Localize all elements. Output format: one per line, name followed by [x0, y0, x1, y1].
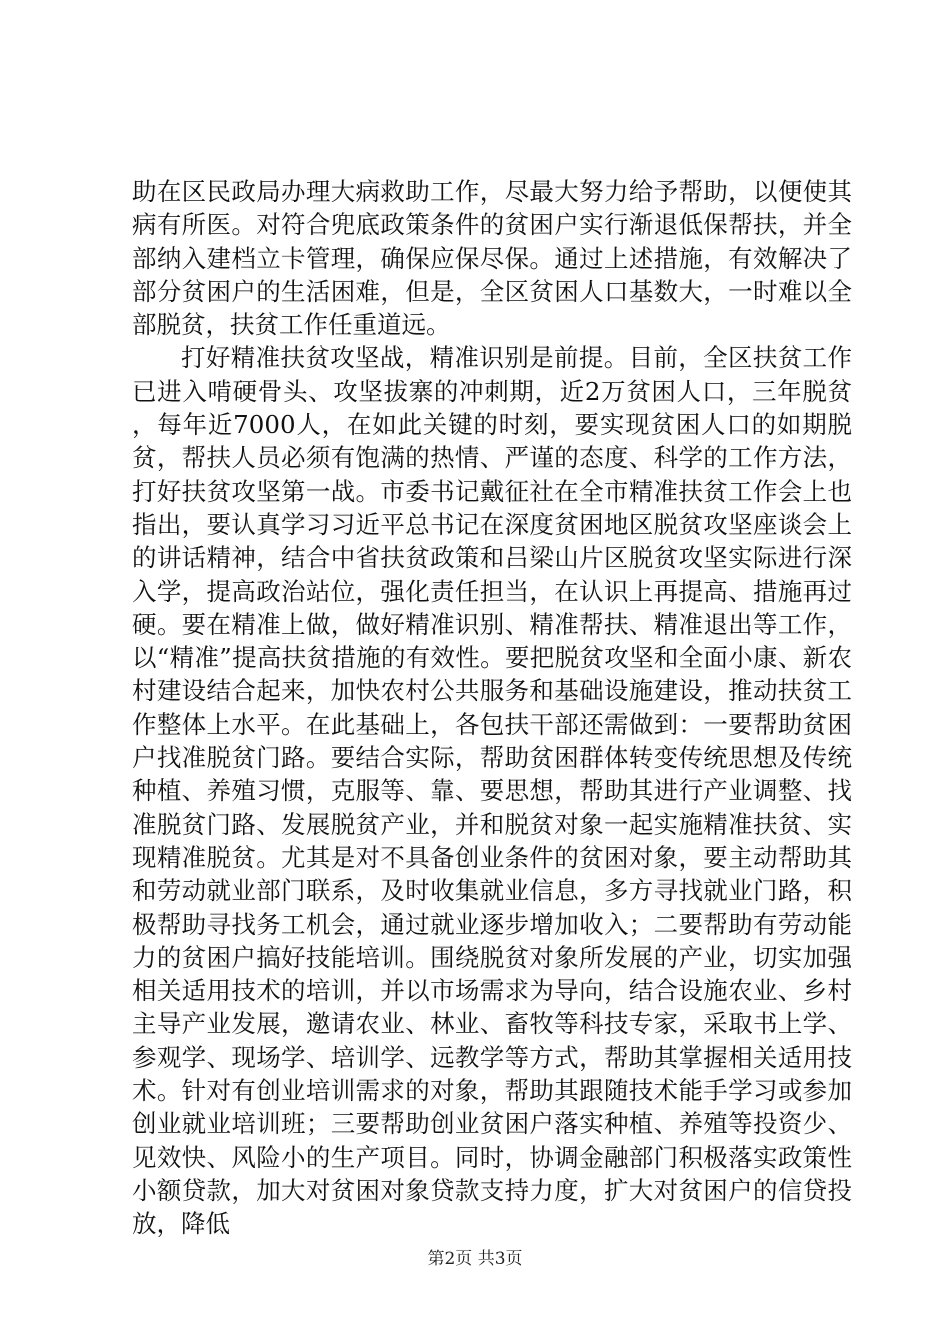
paragraph-1: 助在区民政局办理大病救助工作，尽最大努力给予帮助，以便使其病有所医。对符合兜底政策条件的贫困户实行渐退低保帮扶，并全部纳入建档立卡管理，确保应保尽保。通过上述措施，有效解决了部分贫困户的生活困难，但是，全区贫困人口基数大，一时难以全部脱贫，扶贫工作任重道远。 — [132, 177, 852, 340]
page-footer — [0, 1244, 950, 1269]
paragraph-2: 打好精准扶贫攻坚战，精准识别是前提。目前，全区扶贫工作已进入啃硬骨头、攻坚拔寨的冲刺期，近2万贫困人口，三年脱贫，每年近7000人，在如此关键的时刻，要实现贫困人口的如期脱贫，帮扶人员必须有饱满的热情、严谨的态度、科学的工作方法，打好扶贫攻坚第一战。市委书记戴征社在全市精准扶贫工作会上也指出，要认真学习习近平总书记在深度贫困地区脱贫攻坚座谈会上的讲话精神，结合中省扶贫政策和吕梁山片区脱贫攻坚实际进行深入学，提高政治站位，强化责任担当，在认识上再提高、措施再过硬。要在精准上做，做好精准识别、精准帮扶、精准退出等工作，以“精准”提高扶贫措施的有效性。要把脱贫攻坚和全面小康、新农村建设结合起来，加快农村公共服务和基础设施建设，推动扶贫工作整体上水平。在此基础上，各包扶干部还需做到：一要帮助贫困户找准脱贫门路。要结合实际，帮助贫困群体转变传统思想及传统种植、养殖习惯，克服等、靠、要思想，帮助其进行产业调整、找准脱贫门路、发展脱贫产业，并和脱贫对象一起实施精准扶贫、实现精准脱贫。尤其是对不具备创业条件的贫困对象，要主动帮助其和劳动就业部门联系，及时收集就业信息，多方寻找就业门路，积极帮助寻找务工机会，通过就业逐步增加收入；二要帮助有劳动能力的贫困户搞好技能培训。围绕脱贫对象所发展的产业，切实加强相关适用技术的培训，并以市场需求为导向，结合设施农业、乡村主导产业发展，邀请农业、林业、畜牧等科技专家，采取书上学、参观学、现场学、培训学、远教学等方式，帮助其掌握相关适用技术。针对有创业培训需求的对象，帮助其跟随技术能手学习或参加创业就业培训班；三要帮助创业贫困户落实种植、养殖等投资少、见效快、风险小的生产项目。同时，协调金融部门积极落实政策性小额贷款，加大对贫困对象贷款支持力度，扩大对贫困户的信贷投放，降低 — [132, 343, 852, 1239]
document-body — [132, 175, 852, 1241]
page-number-label: 第2页 共3页 — [427, 1249, 523, 1269]
